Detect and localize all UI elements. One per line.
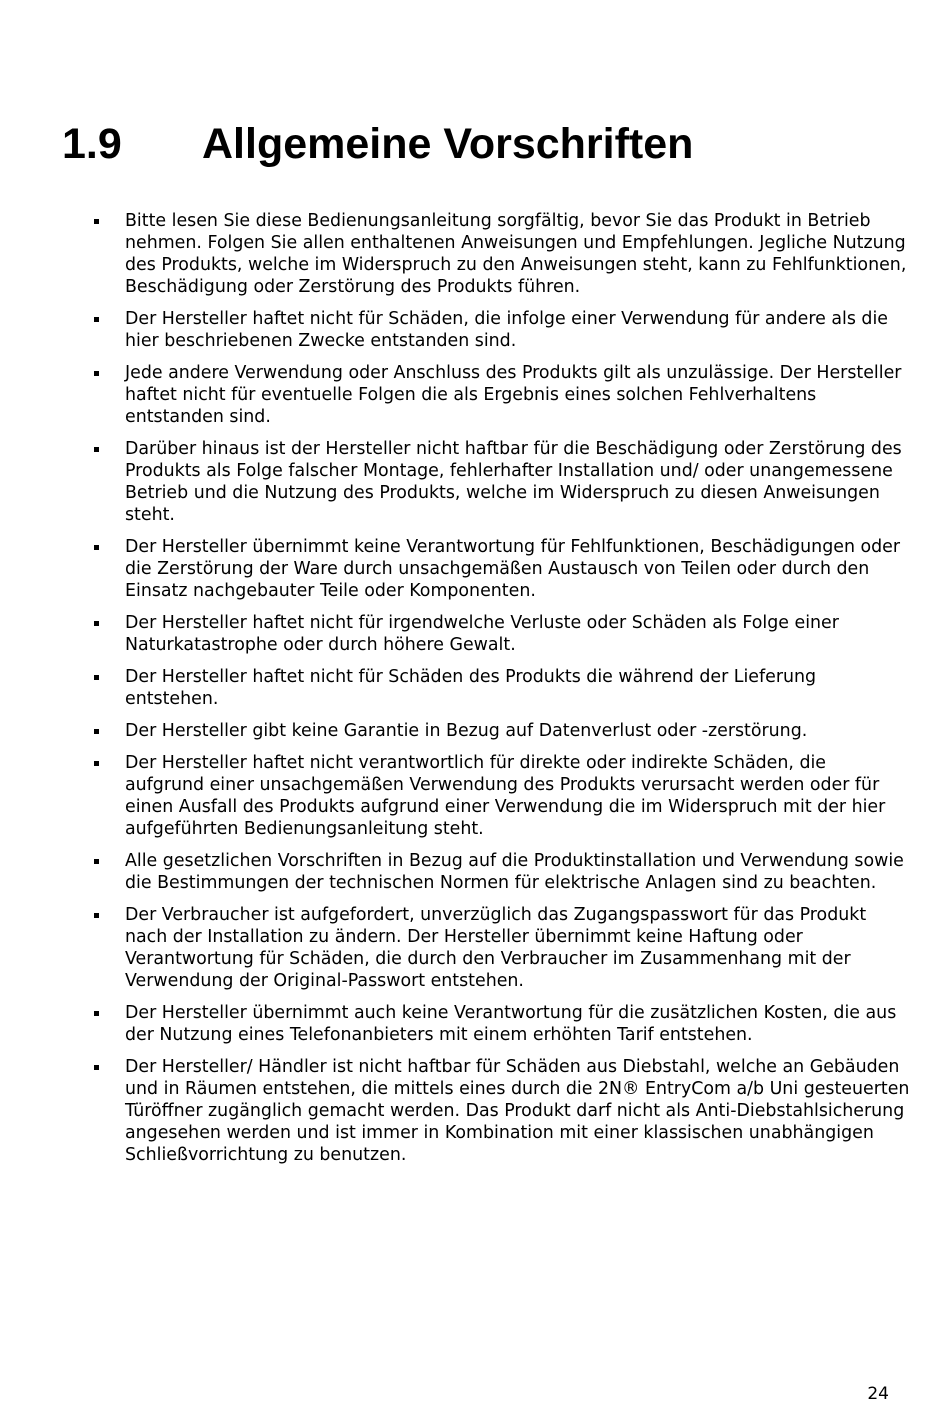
list-item	[0, 720, 950, 742]
bullet-square-icon	[94, 1065, 99, 1070]
list-item	[0, 1002, 950, 1046]
list-item-text: Der Hersteller haftet nicht für Schäden des Produkts die während der Lieferung entstehen.	[125, 667, 817, 709]
list-item	[0, 850, 950, 894]
list-item	[0, 904, 950, 992]
rules-list	[0, 210, 950, 1176]
list-item-text: Alle gesetzlichen Vorschriften in Bezug auf die Produktinstallation und Verwendung sowie die Bestimmungen der technischen Normen für elektrische Anlagen sind zu beachten.	[125, 851, 904, 893]
bullet-square-icon	[94, 913, 99, 918]
bullet-square-icon	[94, 447, 99, 452]
list-item-text: Der Hersteller haftet nicht für Schäden, die infolge einer Verwendung für andere als die hier beschriebenen Zwecke entstanden sind.	[125, 309, 888, 351]
section-number: 1.9	[62, 120, 122, 168]
bullet-square-icon	[94, 675, 99, 680]
list-item-text: Der Hersteller haftet nicht verantwortlich für direkte oder indirekte Schäden, die aufgrund einer unsachgemäßen Verwendung des Produkts verursacht werden oder für einen Ausfall des Produkts aufgrund einer Verwendung die im Widerspruch mit der hier aufgeführten Bedienungsanleitung steht.	[125, 753, 886, 839]
bullet-square-icon	[94, 317, 99, 322]
list-item	[0, 666, 950, 710]
list-item-text: Jede andere Verwendung oder Anschluss des Produkts gilt als unzulässige. Der Hersteller haftet nicht für eventuelle Folgen die als Ergebnis eines solchen Fehlverhaltens entstanden sind.	[125, 363, 902, 427]
list-item-text: Der Hersteller/ Händler ist nicht haftbar für Schäden aus Diebstahl, welche an Gebäuden und in Räumen entstehen, die mittels eines durch die 2N® EntryCom a/b Uni gesteuerten Türöffner zugänglich gemacht werden. Das Produkt darf nicht als Anti-Diebstahlsicherung angesehen werden und ist immer in Kombination mit einer klassischen unabhängigen Schließvorrichtung zu benutzen.	[125, 1057, 910, 1165]
list-item	[0, 536, 950, 602]
list-item	[0, 1056, 950, 1166]
bullet-square-icon	[94, 621, 99, 626]
section-heading	[62, 118, 693, 170]
list-item	[0, 752, 950, 840]
list-item-text: Der Hersteller übernimmt auch keine Verantwortung für die zusätzlichen Kosten, die aus der Nutzung eines Telefonanbieters mit einem erhöhten Tarif entstehen.	[125, 1003, 897, 1045]
list-item	[0, 308, 950, 352]
page-number: 24	[867, 1384, 889, 1404]
list-item-text: Der Hersteller übernimmt keine Verantwortung für Fehlfunktionen, Beschädigungen oder die Zerstörung der Ware durch unsachgemäßen Austausch von Teilen oder durch den Einsatz nachgebauter Teile oder Komponenten.	[125, 537, 901, 601]
section-title: Allgemeine Vorschriften	[202, 120, 694, 168]
list-item-text: Der Verbraucher ist aufgefordert, unverzüglich das Zugangspasswort für das Produkt nach der Installation zu ändern. Der Hersteller übernimmt keine Haftung oder Verantwortung für Schäden, die durch den Verbraucher im Zusammenhang mit der Verwendung der Original-Passwort entstehen.	[125, 905, 867, 991]
list-item-text: Darüber hinaus ist der Hersteller nicht haftbar für die Beschädigung oder Zerstörung des Produkts als Folge falscher Montage, fehlerhafter Installation und/ oder unangemessene Betrieb und die Nutzung des Produkts, welche im Widerspruch zu diesen Anweisungen steht.	[125, 439, 902, 525]
bullet-square-icon	[94, 371, 99, 376]
list-item	[0, 612, 950, 656]
bullet-square-icon	[94, 761, 99, 766]
bullet-square-icon	[94, 219, 99, 224]
bullet-square-icon	[94, 859, 99, 864]
list-item	[0, 438, 950, 526]
bullet-square-icon	[94, 729, 99, 734]
list-item-text: Der Hersteller gibt keine Garantie in Bezug auf Datenverlust oder -zerstörung.	[125, 721, 808, 741]
list-item-text: Bitte lesen Sie diese Bedienungsanleitung sorgfältig, bevor Sie das Produkt in Betrieb nehmen. Folgen Sie allen enthaltenen Anweisungen und Empfehlungen. Jegliche Nutzung des Produkts, welche im Widerspruch zu den Anweisungen steht, kann zu Fehlfunktionen, Beschädigung oder Zerstörung des Produkts führen.	[125, 211, 907, 297]
bullet-square-icon	[94, 1011, 99, 1016]
bullet-square-icon	[94, 545, 99, 550]
list-item-text: Der Hersteller haftet nicht für irgendwelche Verluste oder Schäden als Folge einer Naturkatastrophe oder durch höhere Gewalt.	[125, 613, 839, 655]
list-item	[0, 210, 950, 298]
list-item	[0, 362, 950, 428]
